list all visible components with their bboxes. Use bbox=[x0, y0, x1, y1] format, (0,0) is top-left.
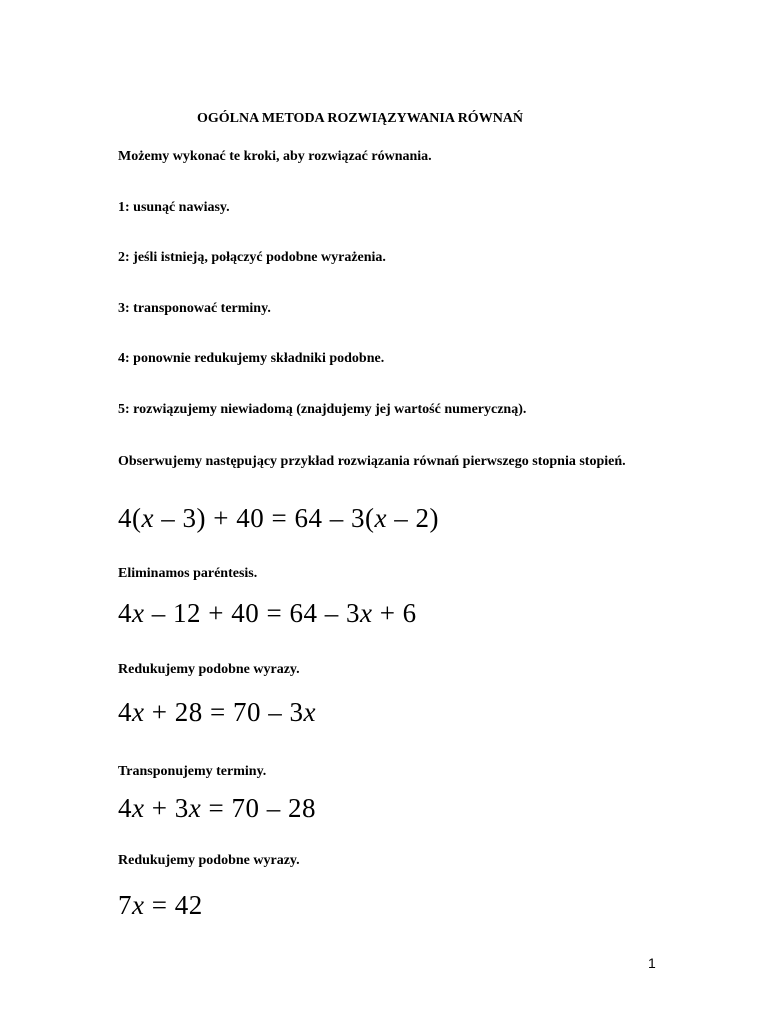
intro-text: Możemy wykonać te kroki, aby rozwiązać równania. bbox=[118, 149, 432, 164]
step-3: 3: transponować terminy. bbox=[118, 301, 271, 316]
label-transpose: Transponujemy terminy. bbox=[118, 764, 267, 779]
equation-5: 7x = 42 bbox=[118, 890, 203, 920]
page-number: 1 bbox=[648, 955, 656, 971]
document-title: OGÓLNA METODA ROZWIĄZYWANIA RÓWNAŃ bbox=[196, 111, 524, 126]
equation-3: 4x + 28 = 70 – 3x bbox=[118, 697, 316, 727]
step-2: 2: jeśli istnieją, połączyć podobne wyrażenia. bbox=[118, 250, 386, 265]
label-reduce-1: Redukujemy podobne wyrazy. bbox=[118, 662, 300, 677]
example-intro: Obserwujemy następujący przykład rozwiązania równań pierwszego stopnia stopień. bbox=[118, 454, 626, 469]
equation-2: 4x – 12 + 40 = 64 – 3x + 6 bbox=[118, 598, 417, 628]
step-4: 4: ponownie redukujemy składniki podobne. bbox=[118, 351, 385, 366]
label-reduce-2: Redukujemy podobne wyrazy. bbox=[118, 853, 300, 868]
equation-4: 4x + 3x = 70 – 28 bbox=[118, 793, 316, 823]
step-1: 1: usunąć nawiasy. bbox=[118, 200, 230, 215]
label-eliminate-parentheses: Eliminamos paréntesis. bbox=[118, 566, 258, 581]
equation-1: 4(x – 3) + 40 = 64 – 3(x – 2) bbox=[118, 503, 439, 533]
step-5: 5: rozwiązujemy niewiadomą (znajdujemy jej wartość numeryczną). bbox=[118, 402, 527, 417]
